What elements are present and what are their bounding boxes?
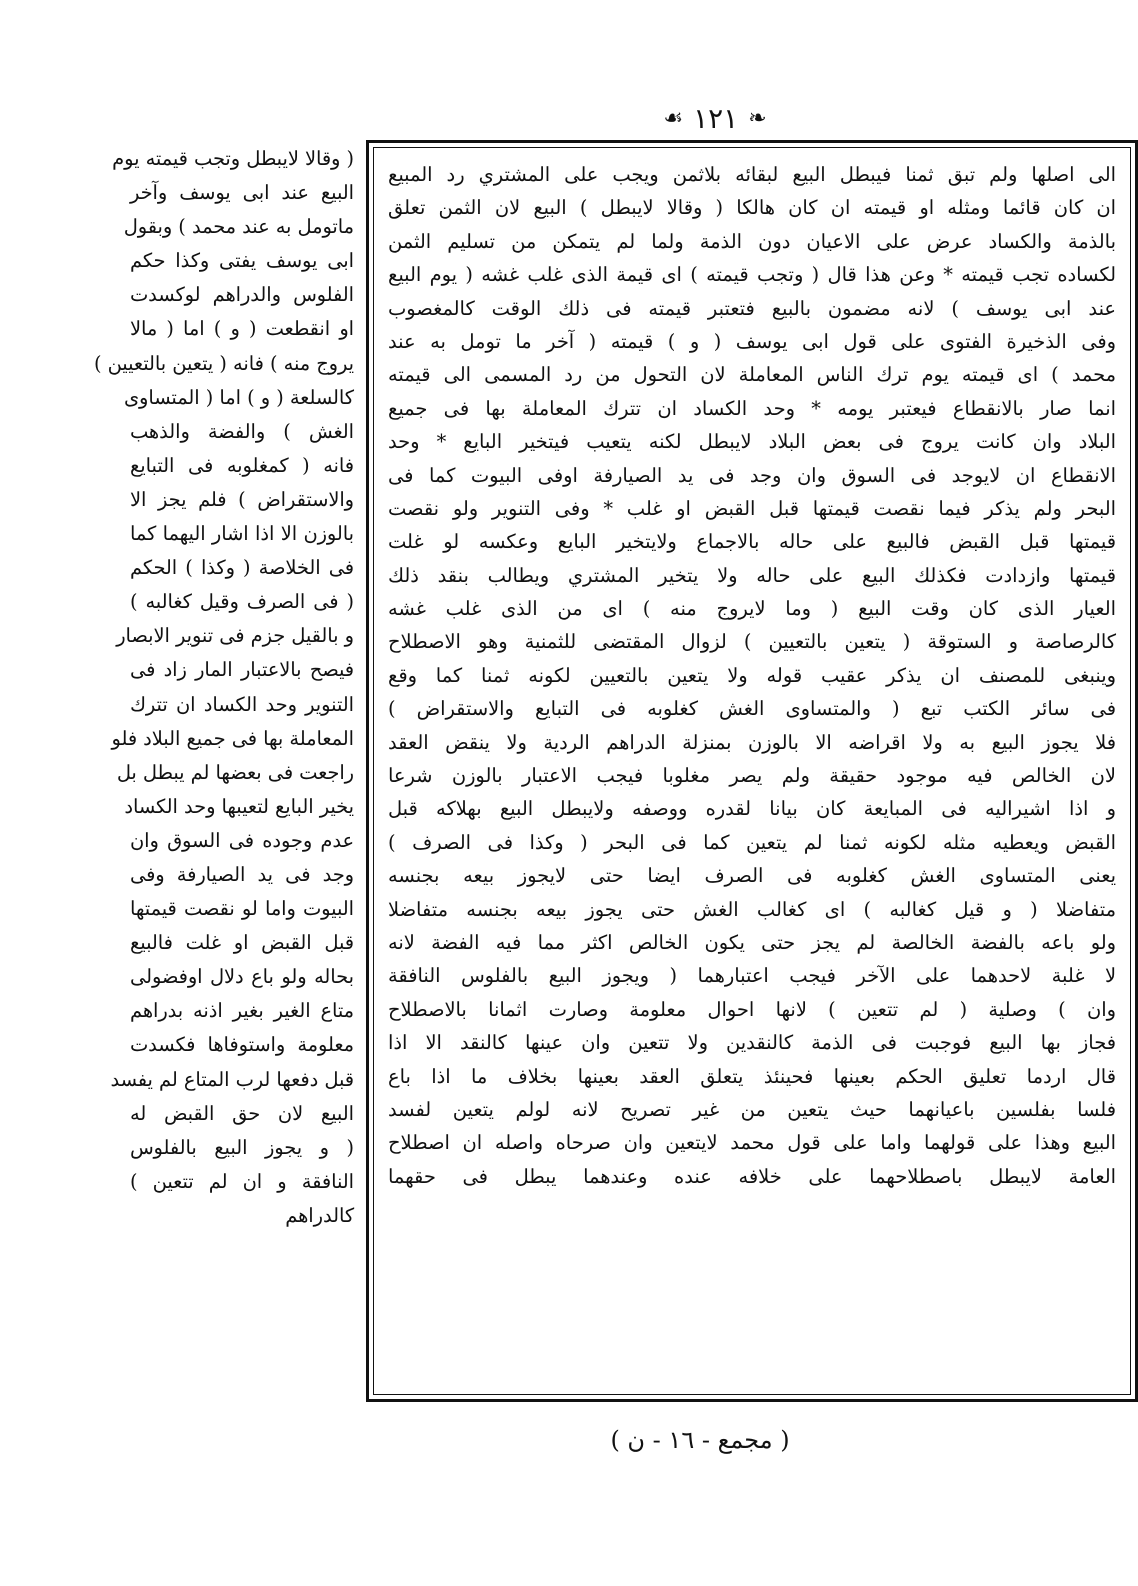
- main-line: لكساده تجب قيمته * وعن هذا قال ( وتجب قيمته ) اى قيمة الذى غلب غشه ( يوم البيع: [388, 263, 1116, 287]
- main-line: قال اردما تعليق الحكم بعينها فحينئذ يتعلق العقد بعينها بخلاف ما اذا باع: [388, 1064, 1116, 1088]
- margin-line: يخير البايع لتعيبها وحد الكساد: [124, 794, 354, 818]
- margin-line: متاع الغير بغير اذنه بدراهم: [130, 999, 354, 1023]
- main-line: لان الخالص فيه موجود حقيقة ولم يصر مغلوبا فيجب الاعتبار بالوزن شرعا: [388, 764, 1116, 788]
- margin-line: الغش ) والفضة والذهب: [130, 419, 354, 443]
- main-line: وان ) وصلية ( لم تتعين ) لانها احوال معلومة وصارت اثمانا بالاصطلاح: [388, 997, 1116, 1021]
- main-line: وينبغى للمصنف ان يذكر عقيب قوله ولا يتعين بالتعيين لكونه ثمنا كما وقع: [388, 663, 1116, 687]
- margin-line: بالوزن الا اذا اشار اليهما كما: [130, 522, 354, 546]
- margin-line: و بالقيل جزم فى تنوير الابصار: [116, 624, 354, 648]
- ornament-icon: ❧: [748, 105, 767, 131]
- main-line: و اذا اشيراليه فى المبايعة كان بيانا لقدره ووصفه ولايبطل البيع بهلاكه قبل: [388, 797, 1116, 821]
- margin-line: ( وقالا لايبطل وتجب قيمته يوم: [112, 147, 354, 170]
- margin-line: والاستقراض ) فلم يجز الا: [130, 487, 354, 511]
- main-line: متفاضلا ( و قيل كغالبه ) اى كغالب الغش حتى يجوز بيعه بجنسه متفاضلا: [388, 897, 1116, 921]
- main-line: ان كان قائما ومثله او قيمته ان كان هالكا ( وقالا لايبطل ) البيع لان الثمن تعلق: [388, 196, 1116, 220]
- page-signature: ( مجمع - ١٦ - ن ): [610, 1426, 790, 1454]
- margin-line: معلومة واستوفاها فكسدت: [130, 1033, 354, 1057]
- margin-line: ( و يجوز البيع بالفلوس: [130, 1135, 354, 1159]
- margin-line: الفلوس والدراهم لوكسدت: [130, 283, 354, 307]
- margin-line: التنوير وحد الكساد ان تترك: [130, 692, 354, 716]
- page-number: ١٢١: [693, 101, 739, 135]
- margin-line: بحاله ولو باع دلال اوفضولى: [130, 965, 354, 989]
- main-line: فلا يجوز البيع به ولا اقراضه الا بالوزن بمنزلة الدراهم الردية ولا ينقض العقد: [388, 730, 1116, 754]
- ornament-icon: ☙: [663, 105, 684, 131]
- main-line: القبض ويعطيه مثله لكونه ثمنا لم يتعين كما فى البحر ( وكذا فى الصرف ): [388, 830, 1116, 854]
- main-line: البحر ولم يذكر فيما نقصت قيمتها قبل القبض او غلب * وفى التنوير ولو نقصت: [388, 496, 1116, 520]
- main-line: العيار الذى كان وقت البيع ( وما لايروج منه ) اى من الذى غلب غشه: [388, 597, 1116, 621]
- margin-line: البيوت واما لو نقصت قيمتها: [130, 897, 354, 921]
- main-line: كالرصاصة و الستوقة ( يتعين بالتعيين ) لزوال المقتضى للثمنية وهو الاصطلاح: [388, 630, 1116, 654]
- margin-line: البيع لان حق القبض له: [130, 1101, 354, 1125]
- main-line: فى سائر الكتب تبع ( والمتساوى الغش كغلوبه فى التبايع والاستقراض ): [388, 697, 1116, 721]
- main-line: العامة لايبطل باصطلاحهما على خلافه عنده وعندهما يبطل فى حقهما: [388, 1164, 1116, 1188]
- margin-line: ماتومل به عند محمد ) وبقول: [123, 215, 354, 239]
- margin-line: فانه ( كمغلوبه فى التبايع: [130, 453, 354, 477]
- margin-line: ( فى الصرف وقيل كغالبه ): [130, 590, 354, 614]
- margin-line: يروج منه ) فانه ( يتعين بالتعيين ): [93, 351, 354, 375]
- main-line: قيمتها قبل القبض فالبيع على حاله بالاجماع ولايتخير البايع وعكسه لو غلت: [388, 530, 1116, 554]
- main-line: فجاز بها البيع فوجبت فى الذمة كالنقدين ولا تتعين وان عينها كالنقد الا اذا: [388, 1031, 1116, 1055]
- page-header: [640, 100, 790, 136]
- margin-line: فى الخلاصة ( وكذا ) الحكم: [130, 556, 354, 580]
- margin-line: او انقطعت ( و ) اما ( مالا: [130, 317, 354, 341]
- margin-line: فيصح بالاعتبار المار زاد فى: [130, 658, 354, 682]
- margin-line: وجد فى يد الصيارفة وفى: [130, 862, 354, 886]
- margin-line: النافقة و ان لم تتعين ): [130, 1169, 354, 1193]
- margin-line: المعاملة بها فى جميع البلاد فلو: [111, 726, 354, 750]
- margin-line: قبل دفعها لرب المتاع لم يفسد: [110, 1067, 354, 1091]
- main-line: انما صار بالانقطاع فيعتبر يومه * وحد الكساد ان تترك المعاملة بها فى جميع: [388, 396, 1116, 420]
- main-line: البيع وهذا على قولهما واما على قول محمد لايتعين وان صرحاه واصله ان اصطلاح: [388, 1131, 1116, 1155]
- margin-line: كالسلعة ( و ) اما ( المتساوى: [123, 385, 354, 409]
- margin-line: البيع عند ابى يوسف وآخر: [130, 181, 354, 205]
- margin-line: ابى يوسف يفتى وكذا حكم: [130, 249, 354, 273]
- margin-line: كالدراهم: [285, 1203, 354, 1227]
- main-line: عند ابى يوسف ) لانه مضمون بالبيع فتعتبر قيمته فى ذلك الوقت كالمغصوب: [388, 296, 1116, 320]
- main-line: البلاد وان كانت يروج فى بعض البلاد لايبطل لكنه يتعيب فيتخير البايع * وحد: [388, 430, 1116, 454]
- main-text-body: [373, 147, 1131, 1395]
- main-line: ولو باعه بالفضة الخالصة لم يجز حتى يكون الخالص اكثر مما فيه الفضة لانه: [388, 930, 1116, 954]
- main-line: قيمتها وازدادت فكذلك البيع على حاله ولا يتخير المشتري ويطالب بنقد ذلك: [388, 563, 1116, 587]
- main-line: الى اصلها ولم تبق ثمنا فيبطل البيع لبقائه بلاثمن ويجب على المشتري رد المبيع: [388, 163, 1116, 186]
- main-line: لا غلبة لاحدهما على الآخر فيجب اعتبارهما ( ويجوز البيع بالفلوس النافقة: [388, 964, 1116, 988]
- main-line: الانقطاع ان لايوجد فى السوق وان وجد فى يد الصيارفة اوفى البيوت كما فى: [388, 463, 1116, 487]
- main-line: محمد ) اى قيمته يوم ترك الناس المعاملة لان التحول من رد المسمى الى قيمته: [388, 363, 1116, 387]
- main-line: يعنى المتساوى الغش كغلوبه فى الصرف ايضا حتى لايجوز بيعه بجنسه: [388, 864, 1116, 888]
- margin-line: عدم وجوده فى السوق وان: [130, 828, 354, 852]
- margin-text-column: [93, 142, 354, 1422]
- main-line: بالذمة والكساد عرض على الاعيان دون الذمة ولما لم يتمكن من تسليم الثمن: [388, 229, 1116, 253]
- margin-line: راجعت فى بعضها لم يبطل بل: [116, 760, 354, 784]
- margin-line: قبل القبض او غلت فالبيع: [130, 931, 354, 955]
- main-line: وفى الذخيرة الفتوى على قول ابى يوسف ( و ) قيمته ( آخر ما تومل به عند: [388, 329, 1116, 353]
- main-text-frame: [366, 140, 1138, 1402]
- main-line: فلسا بفلسين باعيانهما حيث يتعين من غير تصريح لانه لولم يتعين لفسد: [388, 1097, 1116, 1121]
